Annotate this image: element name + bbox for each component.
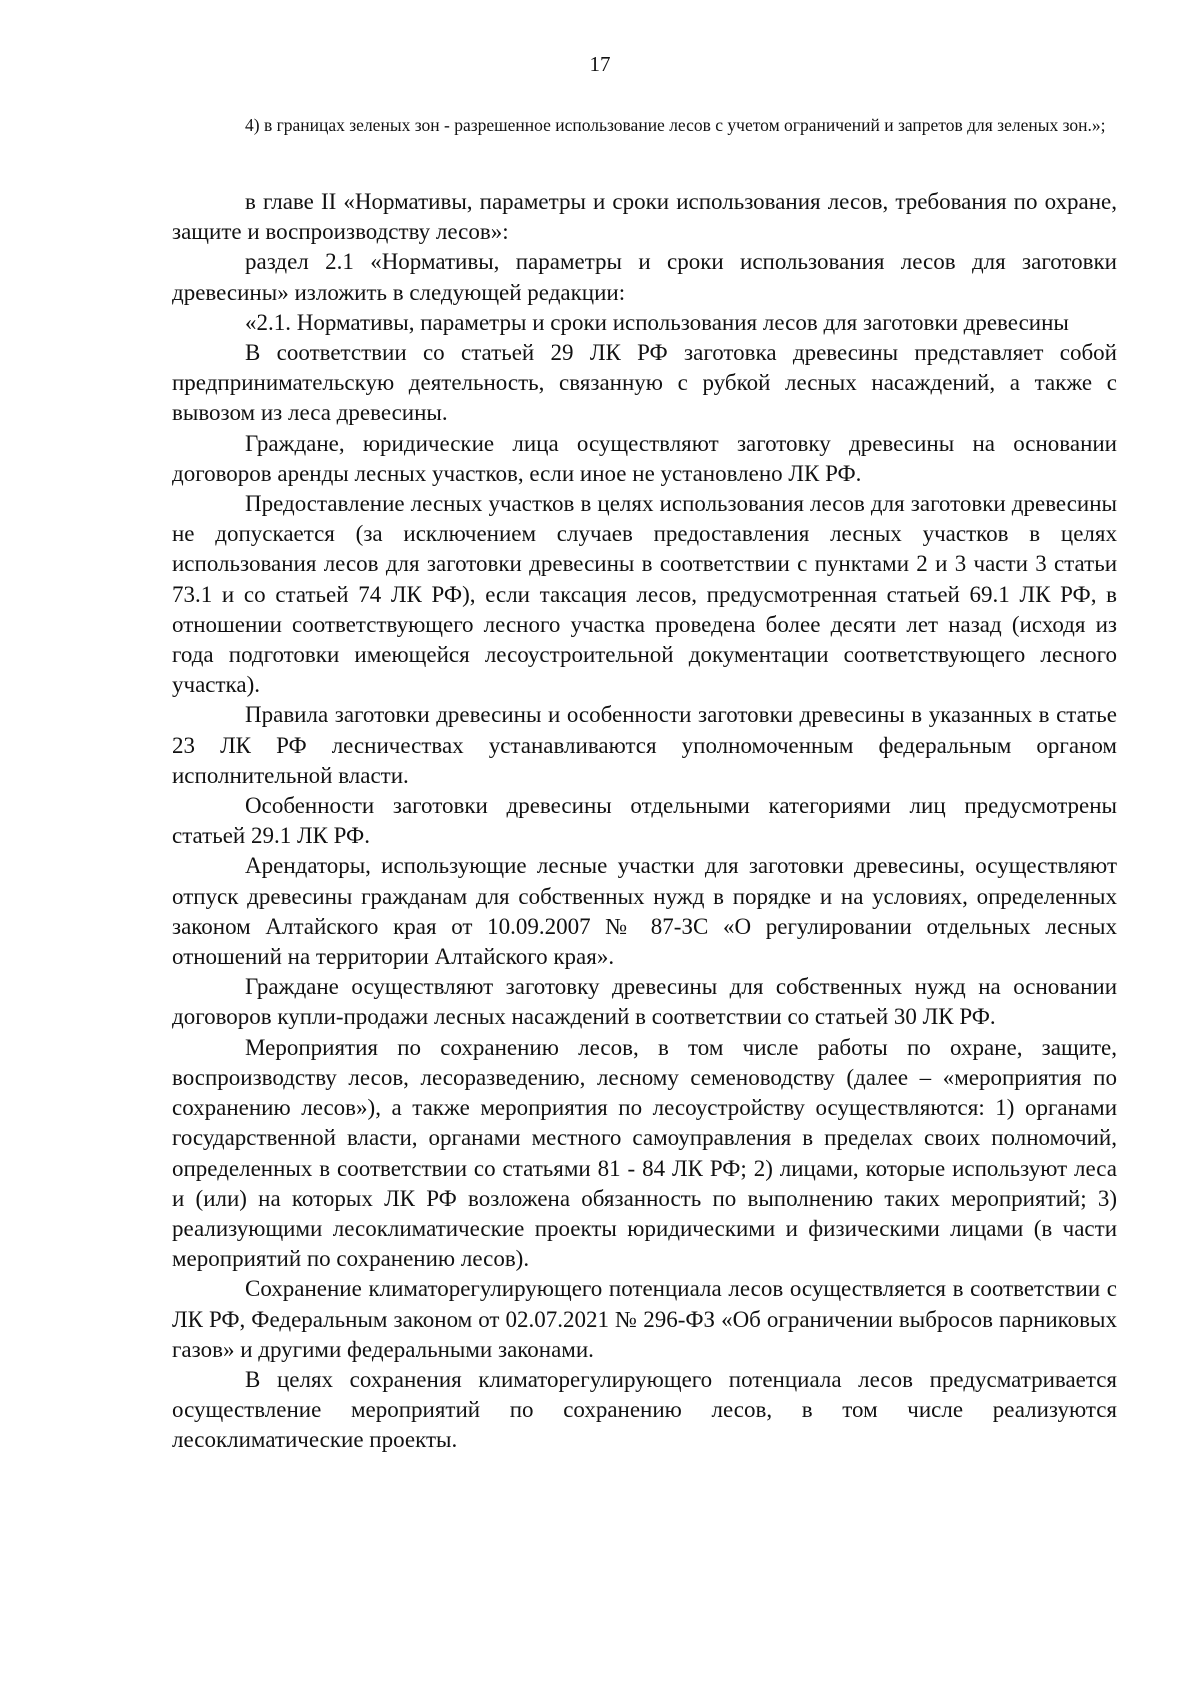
paragraph: Граждане осуществляют заготовку древесины для собственных нужд на основании договоров купли-продажи лесных насаждений в соответствии со статьей 30 ЛК РФ. [172,974,1117,1030]
body-text [172,187,1117,1456]
paragraph: Правила заготовки древесины и особенности заготовки древесины в указанных в статье 23 ЛК РФ лесничествах устанавливаются уполномоченным федеральным органом исполнительной власти. [172,702,1117,788]
paragraph: Сохранение климаторегулирующего потенциала лесов осуществляется в соответствии с ЛК РФ, Федеральным законом от 02.07.2021 № 296-ФЗ «Об ограничении выбросов парниковых газов» и другими федеральными законами. [172,1276,1117,1362]
paragraph: В целях сохранения климаторегулирующего потенциала лесов предусматривается осуществление мероприятий по сохранению лесов, в том числе реализуются лесоклиматические проекты. [172,1366,1117,1453]
section-heading: «2.1. Нормативы, параметры и сроки использования лесов для заготовки древесины [245,309,1069,335]
footnote-text: 4) в границах зеленых зон - разрешенное использование лесов с учетом ограничений и запретов для зеленых зон.»; [245,115,1106,135]
paragraph: раздел 2.1 «Нормативы, параметры и сроки использования лесов для заготовки древесины» изложить в следующей редакции: [172,249,1117,305]
page-number: 17 [589,52,611,76]
paragraph: Особенности заготовки древесины отдельными категориями лиц предусмотрены статьей 29.1 ЛК РФ. [172,793,1117,849]
paragraph: Предоставление лесных участков в целях использования лесов для заготовки древесины не допускается (за исключением случаев предоставления лесных участков в целях использования лесов для заготовки древесины в соответствии с пунктами 2 и 3 части 3 статьи 73.1 и со статьей 74 ЛК РФ), если таксация лесов, предусмотренная статьей 69.1 ЛК РФ, в отношении соответствующего лесного участка проведена более десяти лет назад (исходя из года подготовки имеющейся лесоустроительной документации соответствующего лесного участка). [172,491,1117,698]
paragraph: В соответствии со статьей 29 ЛК РФ заготовка древесины представляет собой предпринимательскую деятельность, связанную с рубкой лесных насаждений, а также с вывозом из леса древесины. [172,340,1117,426]
paragraph: Мероприятия по сохранению лесов, в том числе работы по охране, защите, воспроизводству лесов, лесоразведению, лесному семеноводству (далее – «мероприятия по сохранению лесов»), а также мероприятия по лесоустройству осуществляются: 1) органами государственной власти, органами местного самоуправления в пределах своих полномочий, определенных в соответствии со статьями 81 - 84 ЛК РФ; 2) лицами, которые используют леса и (или) на которых ЛК РФ возложена обязанность по выполнению таких мероприятий; 3) реализующими лесоклиматические проекты юридическими и физическими лицами (в части мероприятий по сохранению лесов). [172,1034,1117,1272]
paragraph: в главе II «Нормативы, параметры и сроки использования лесов, требования по охране, защите и воспроизводству лесов»: [172,189,1117,245]
paragraph: Граждане, юридические лица осуществляют заготовку древесины на основании договоров аренды лесных участков, если иное не установлено ЛК РФ. [172,430,1117,486]
paragraph: Арендаторы, использующие лесные участки для заготовки древесины, осуществляют отпуск древесины гражданам для собственных нужд в порядке и на условиях, определенных законом Алтайского края от 10.09.2007 № 87-ЗС «О регулировании отдельных лесных отношений на территории Алтайского края». [172,853,1117,970]
